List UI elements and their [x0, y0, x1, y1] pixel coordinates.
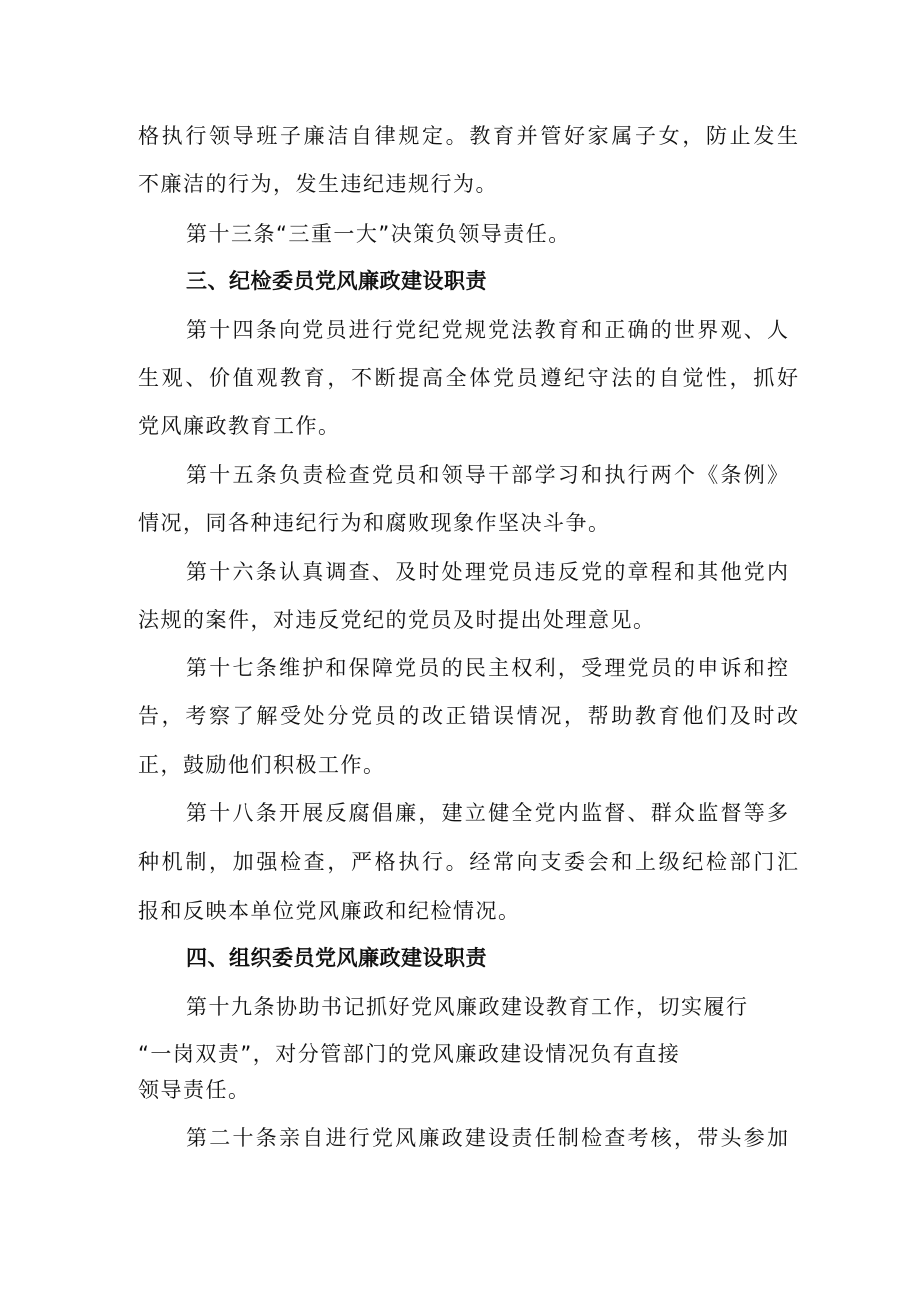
paragraph-line: 正，鼓励他们积极工作。: [138, 753, 386, 777]
paragraph-line: 法规的案件，对违反党纪的党员及时提出处理意见。: [138, 608, 656, 632]
paragraph-line: 情况，同各种违纪行为和腐败现象作坚决斗争。: [138, 511, 611, 535]
paragraph-line: 报和反映本单位党风廉政和纪检情况。: [138, 899, 521, 923]
paragraph-line: 第十九条协助书记抓好党风廉政建设教育工作，切实履行: [186, 995, 749, 1019]
paragraph-line: 第十六条认真调查、及时处理党员违反党的章程和其他党内: [186, 560, 788, 584]
paragraph-line: 告，考察了解受处分党员的改正错误情况，帮助教育他们及时改: [138, 704, 798, 728]
paragraph-line: 不廉洁的行为，发生违纪违规行为。: [138, 172, 498, 196]
paragraph-line: 第十七条维护和保障党员的民主权利，受理党员的申诉和控: [186, 656, 788, 680]
paragraph-line: 领导责任。: [138, 1078, 251, 1102]
paragraph-line: 生观、价值观教育，不断提高全体党员遵纪守法的自觉性，抓好: [138, 366, 798, 390]
paragraph-line: 第十八条开展反腐倡廉，建立健全党内监督、群众监督等多: [186, 801, 788, 825]
paragraph-line: 党风廉政教育工作。: [138, 414, 341, 438]
paragraph-line: 第十五条负责检查党员和领导干部学习和执行两个《条例》: [186, 463, 788, 487]
paragraph-line: 第十四条向党员进行党纪党规党法教育和正确的世界观、人: [186, 318, 788, 342]
paragraph-line: 第十三条“三重一大”决策负领导责任。: [186, 222, 571, 246]
paragraph-line: 种机制，加强检查，严格执行。经常向支委会和上级纪检部门汇: [138, 850, 798, 874]
section-heading: 四、组织委员党风廉政建设职责: [186, 946, 487, 970]
paragraph-line: 格执行领导班子廉洁自律规定。教育并管好家属子女，防止发生: [138, 124, 798, 148]
paragraph-line: “一岗双责”，对分管部门的党风廉政建设情况负有直接: [138, 1042, 681, 1066]
paragraph-line: 第二十条亲自进行党风廉政建设责任制检查考核，带头参加: [186, 1126, 788, 1150]
section-heading: 三、纪检委员党风廉政建设职责: [186, 269, 487, 293]
